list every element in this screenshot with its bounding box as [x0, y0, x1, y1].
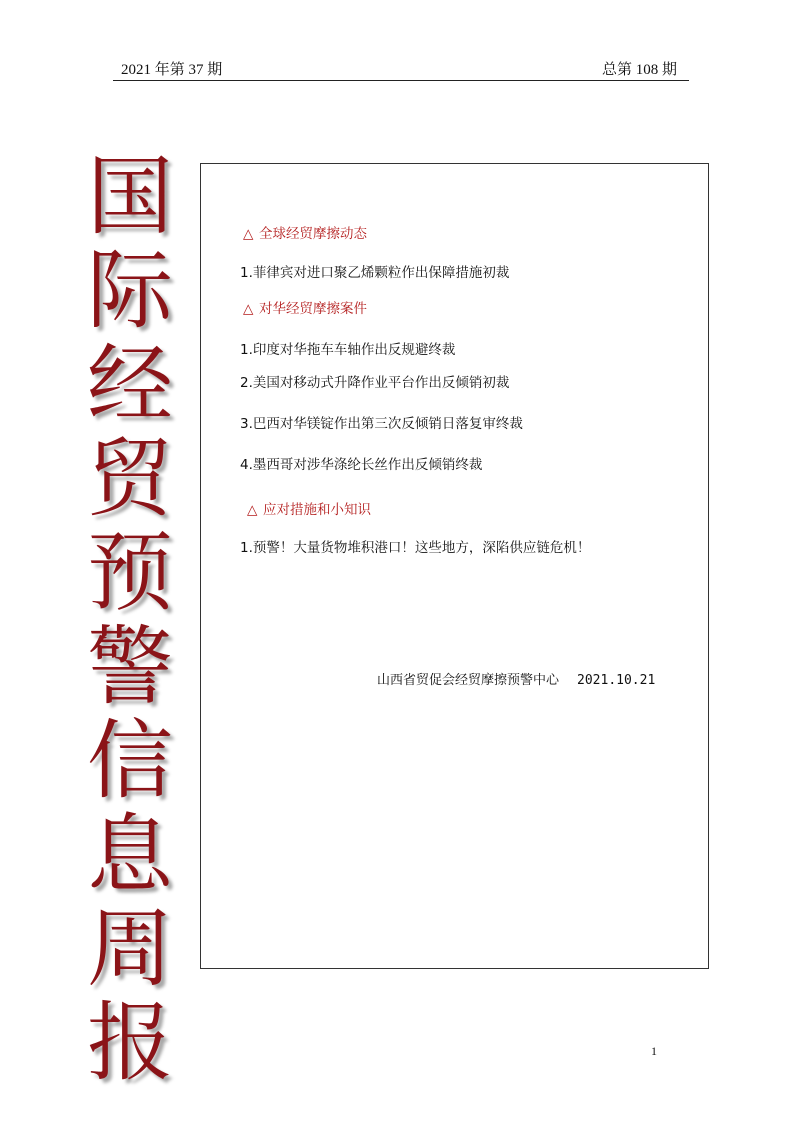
publisher-line [377, 669, 655, 688]
page-header [113, 52, 689, 81]
toc-item[interactable]: 3.巴西对华镁锭作出第三次反倾销日落复审终裁 [240, 416, 523, 432]
section-heading-measures [247, 498, 371, 518]
toc-item[interactable]: 1.印度对华拖车车轴作出反规避终裁 [240, 342, 456, 358]
masthead-char: 周 [87, 899, 173, 999]
masthead-char: 警 [87, 617, 173, 717]
section-heading-global [243, 222, 367, 242]
section-title: 应对措施和小知识 [263, 502, 371, 518]
section-heading-china-cases [243, 297, 367, 317]
masthead-char: 贸 [87, 429, 173, 529]
publish-date: 2021.10.21 [577, 673, 656, 688]
masthead-char: 经 [87, 335, 173, 435]
triangle-outline-icon: △ [247, 502, 258, 518]
total-issue-number: 总第 108 期 [601, 62, 677, 78]
masthead-title [74, 147, 186, 1093]
issue-number: 2021 年第 37 期 [121, 62, 223, 78]
toc-item[interactable]: 1.菲律宾对进口聚乙烯颗粒作出保障措施初裁 [240, 265, 510, 281]
masthead-char: 息 [87, 805, 173, 905]
toc-item[interactable]: 2.美国对移动式升降作业平台作出反倾销初裁 [240, 375, 510, 391]
masthead-char: 际 [87, 241, 173, 341]
masthead-char: 信 [87, 711, 173, 811]
section-title: 全球经贸摩擦动态 [259, 226, 367, 242]
page-number: 1 [651, 1044, 657, 1058]
toc-item[interactable]: 1.预警！大量货物堆积港口！这些地方，深陷供应链危机！ [240, 540, 591, 556]
masthead-char: 报 [87, 993, 173, 1093]
triangle-outline-icon: △ [243, 226, 254, 242]
publisher-name: 山西省贸促会经贸摩擦预警中心 [377, 673, 560, 688]
masthead-char: 预 [87, 523, 173, 623]
triangle-outline-icon: △ [243, 301, 254, 317]
masthead-char: 国 [87, 147, 173, 247]
section-title: 对华经贸摩擦案件 [259, 301, 367, 317]
table-of-contents [200, 163, 709, 969]
toc-item[interactable]: 4.墨西哥对涉华涤纶长丝作出反倾销终裁 [240, 457, 483, 473]
